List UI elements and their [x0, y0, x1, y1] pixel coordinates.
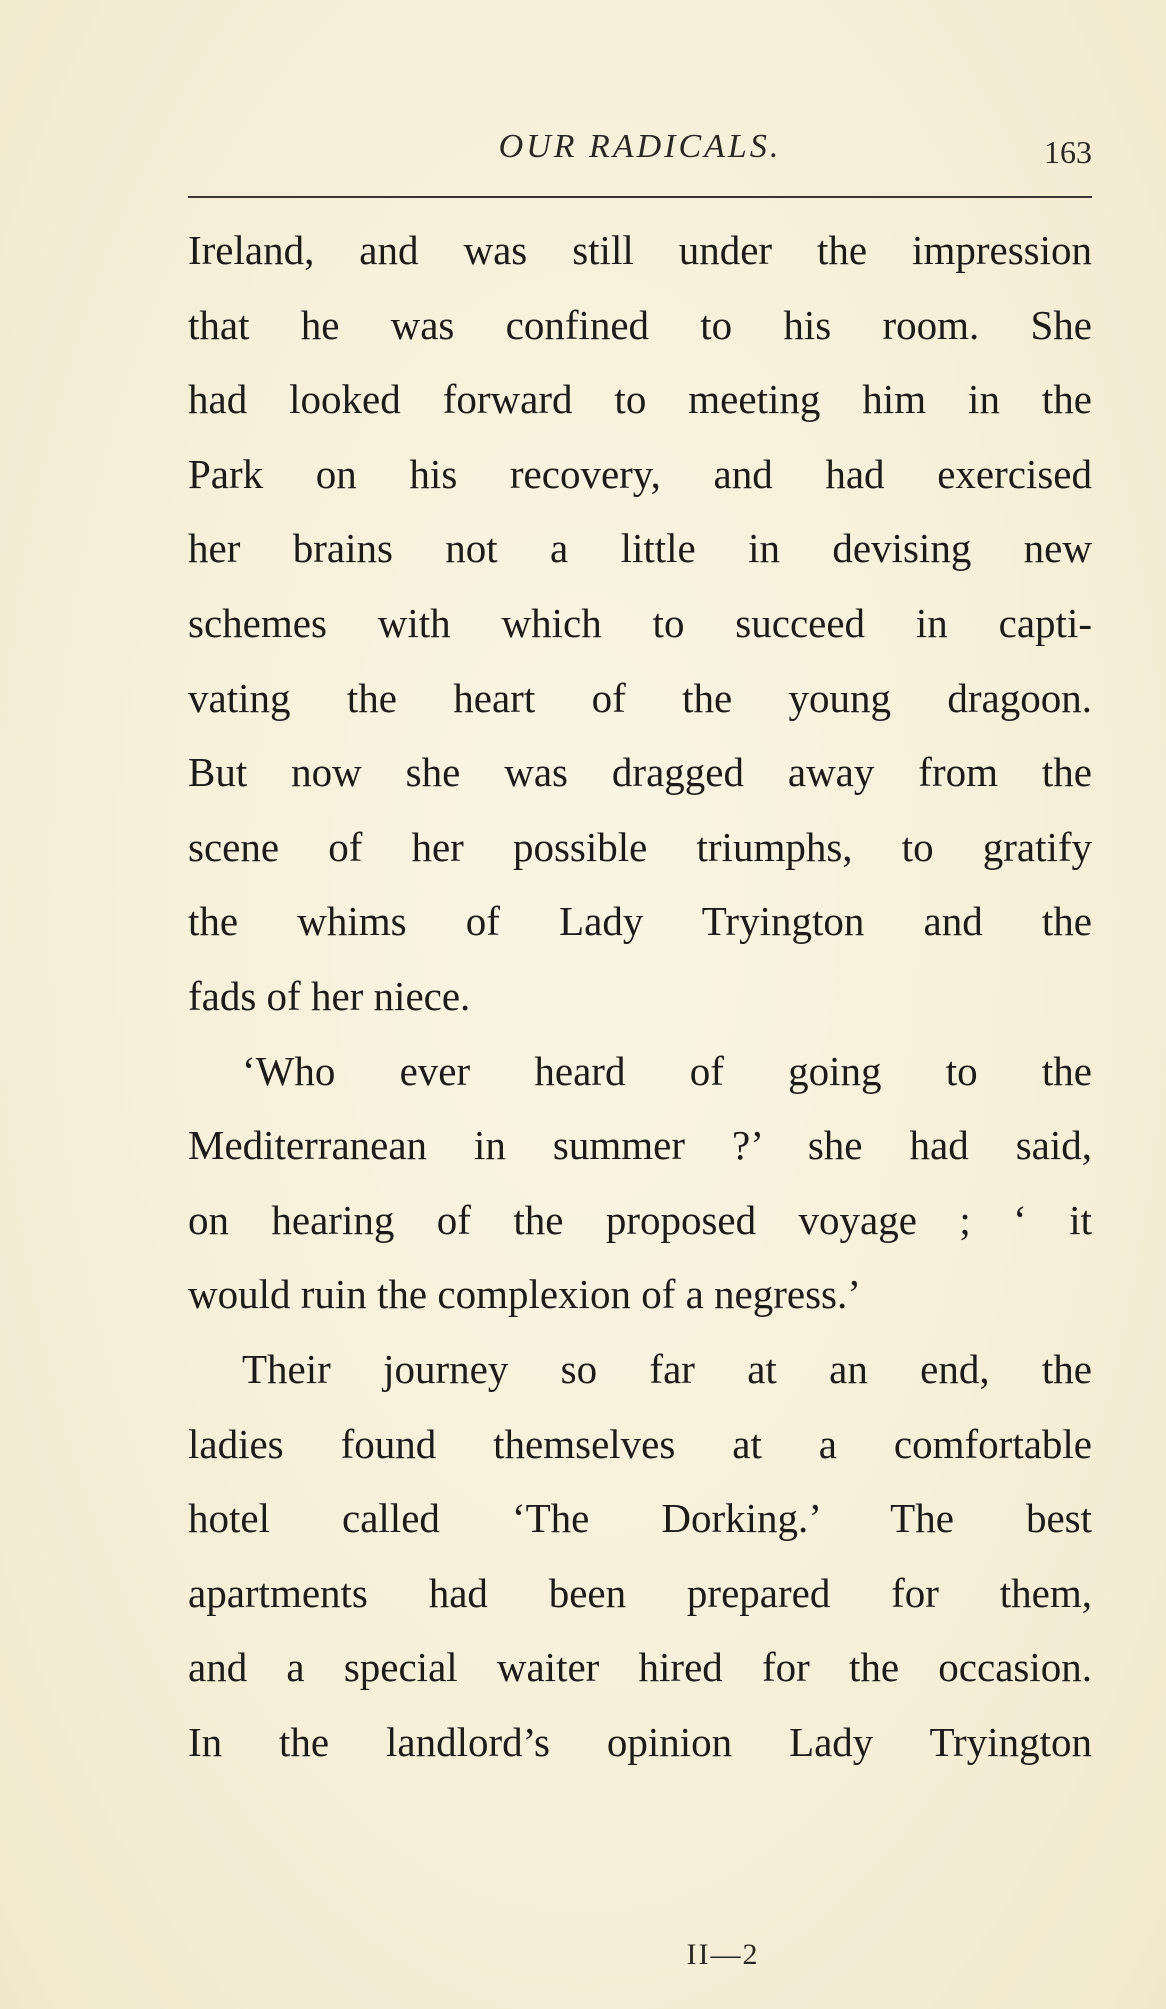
text-line: hotel called ‘The Dorking.’ The best	[188, 1495, 1092, 1542]
text-line: would ruin the complexion of a negress.’	[188, 1271, 861, 1318]
text-line: on hearing of the proposed voyage ; ‘ it	[188, 1196, 1092, 1243]
text-line: had looked forward to meeting him in the	[188, 376, 1092, 423]
text-line: Ireland, and was still under the impression	[188, 227, 1092, 273]
text-line: schemes with which to succeed in capti-	[188, 599, 1092, 646]
body-text	[188, 213, 1092, 1779]
text-line: ‘Who ever heard of going to the	[242, 1047, 1092, 1094]
page-number: 163	[1044, 134, 1092, 170]
text-line: and a special waiter hired for the occasion.	[188, 1644, 1092, 1691]
text-line: that he was confined to his room. She	[188, 301, 1092, 348]
text-line: In the landlord’s opinion Lady Tryington	[188, 1718, 1092, 1765]
text-line: Their journey so far at an end, the	[242, 1345, 1092, 1392]
text-line: ladies found themselves at a comfortable	[188, 1420, 1092, 1467]
running-head: OUR RADICALS.	[498, 128, 782, 165]
text-line: Park on his recovery, and had exercised	[188, 450, 1092, 497]
text-line: fads of her niece.	[188, 972, 471, 1019]
text-line: her brains not a little in devising new	[188, 525, 1092, 572]
text-line: apartments had been prepared for them,	[188, 1569, 1092, 1616]
text-line: vating the heart of the young dragoon.	[188, 674, 1092, 721]
page-header	[188, 128, 1092, 178]
signature-mark: II—2	[686, 1938, 760, 1971]
text-line: the whims of Lady Tryington and the	[188, 898, 1092, 945]
text-line: Mediterranean in summer ?’ she had said,	[188, 1122, 1092, 1169]
text-line: But now she was dragged away from the	[188, 749, 1092, 796]
text-line: scene of her possible triumphs, to gratify	[188, 823, 1092, 870]
header-rule	[188, 196, 1092, 198]
